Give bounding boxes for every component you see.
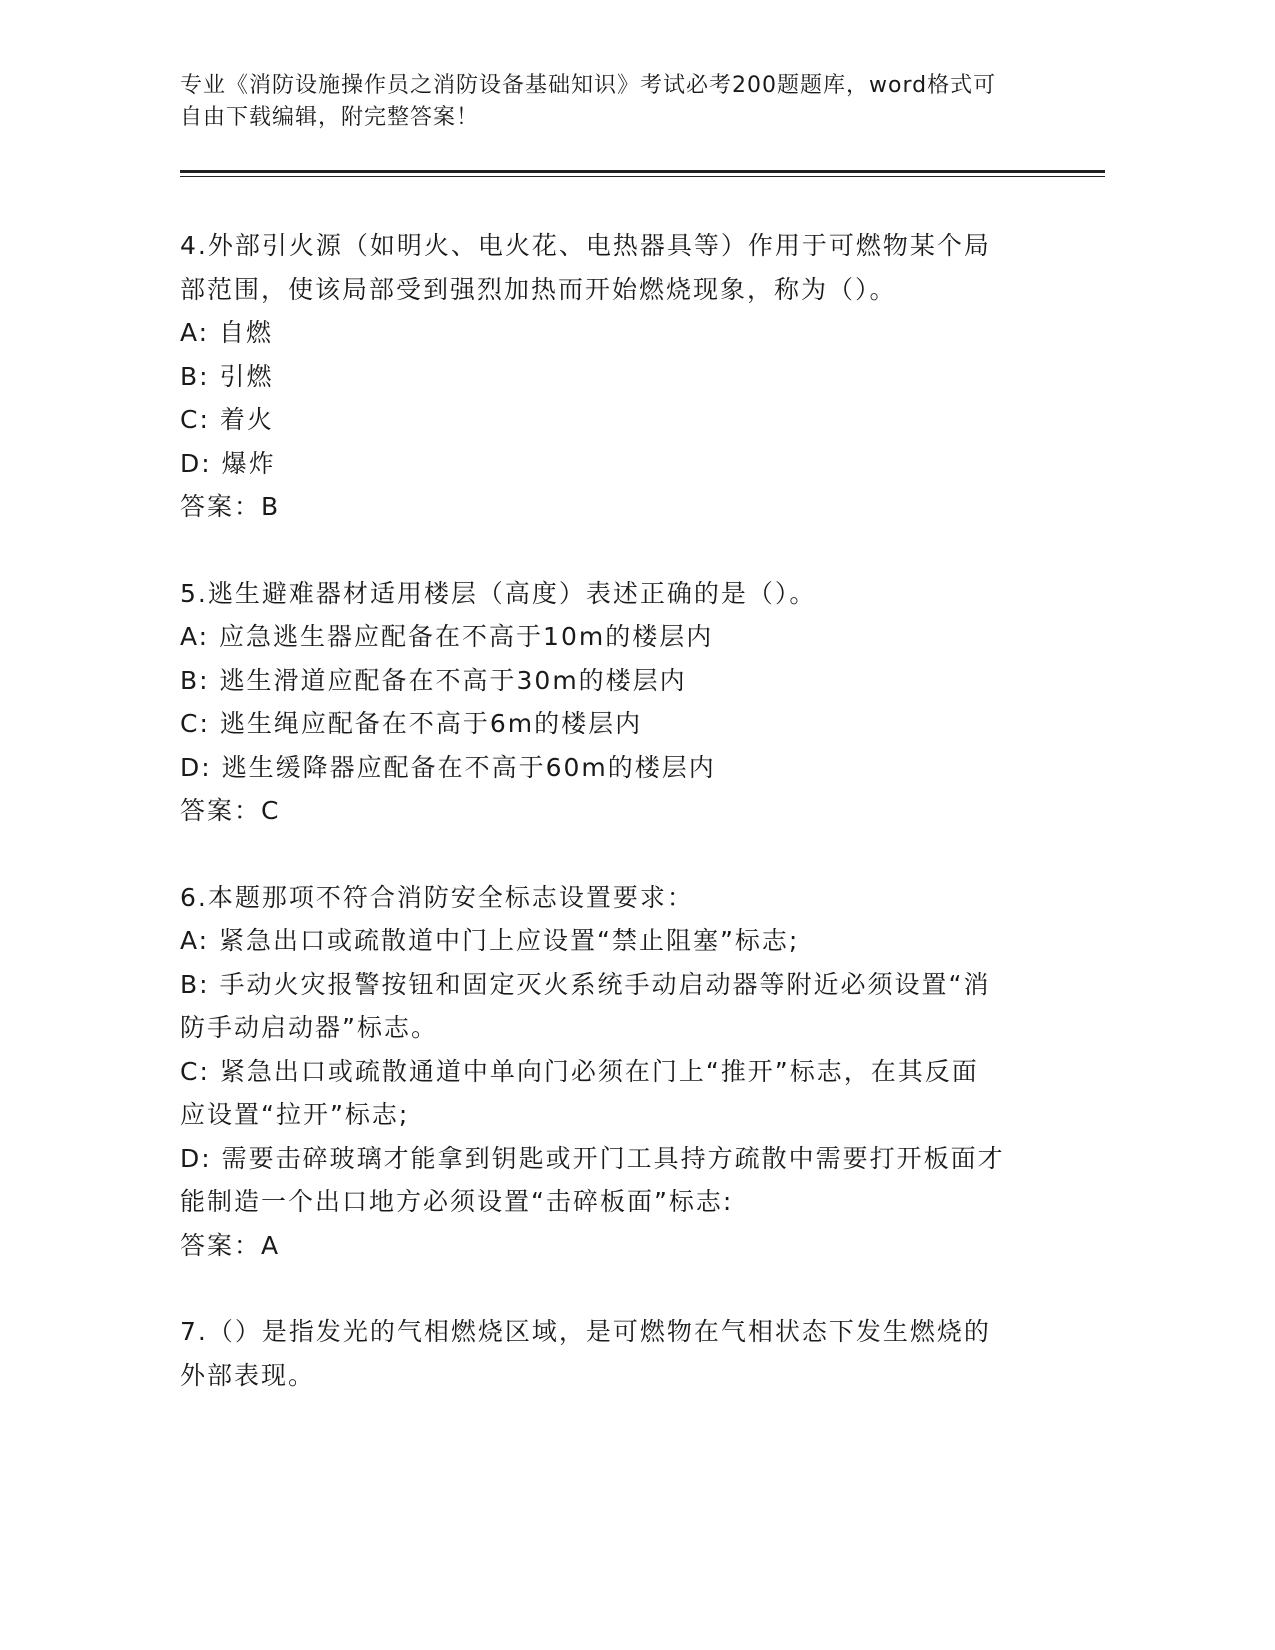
question-5: [180, 572, 1050, 833]
question-7: [180, 1310, 1050, 1397]
option-c: C: 着火: [180, 405, 274, 434]
question-list: [180, 224, 1050, 1440]
option-c: C: 紧急出口或疏散通道中单向门必须在门上“推开”标志，在其反面: [180, 1056, 979, 1086]
answer: 答案：C: [180, 796, 281, 825]
option-d-continued: 能制造一个出口地方必须设置“击碎板面”标志:: [180, 1187, 734, 1216]
question-stem: 6.本题那项不符合消防安全标志设置要求：: [180, 882, 694, 912]
option-c-continued: 应设置“拉开”标志;: [180, 1100, 410, 1129]
question-4: [180, 224, 1050, 529]
option-d: D: 需要击碎玻璃才能拿到钥匙或开门工具持方疏散中需要打开板面才: [180, 1143, 1005, 1173]
question-stem: 5.逃生避难器材适用楼层（高度）表述正确的是（）。: [180, 578, 817, 608]
option-d: D: 爆炸: [180, 448, 276, 478]
question-stem: 4.外部引火源（如明火、电火花、电热器具等）作用于可燃物某个局: [180, 231, 991, 260]
option-b: B: 引燃: [180, 361, 274, 391]
option-a: A: 自燃: [180, 318, 274, 347]
option-b-continued: 防手动启动器”标志。: [180, 1013, 438, 1042]
option-b: B: 逃生滑道应配备在不高于30m的楼层内: [180, 665, 687, 695]
question-stem: 外部表现。: [180, 1360, 316, 1390]
header-line-1: 专业《消防设施操作员之消防设备基础知识》考试必考200题题库，word格式可: [180, 73, 997, 98]
header-divider-thick: [180, 170, 1105, 173]
question-stem: 部范围，使该局部受到强烈加热而开始燃烧现象，称为（）。: [180, 274, 897, 304]
header-divider-thin: [180, 176, 1105, 177]
document-header: [180, 70, 1050, 134]
header-line-2: 自由下载编辑，附完整答案！: [180, 105, 480, 130]
answer: 答案：B: [180, 492, 281, 521]
question-6: [180, 876, 1050, 1268]
option-b: B: 手动火灾报警按钮和固定灭火系统手动启动器等附近必须设置“消: [180, 969, 991, 999]
option-d: D: 逃生缓降器应配备在不高于60m的楼层内: [180, 752, 716, 782]
option-a: A: 紧急出口或疏散道中门上应设置“禁止阻塞”标志;: [180, 926, 800, 955]
question-stem: 7.（）是指发光的气相燃烧区域，是可燃物在气相状态下发生燃烧的: [180, 1317, 991, 1346]
option-a: A: 应急逃生器应配备在不高于10m的楼层内: [180, 622, 714, 651]
answer: 答案：A: [180, 1230, 281, 1260]
option-c: C: 逃生绳应配备在不高于6m的楼层内: [180, 709, 643, 738]
